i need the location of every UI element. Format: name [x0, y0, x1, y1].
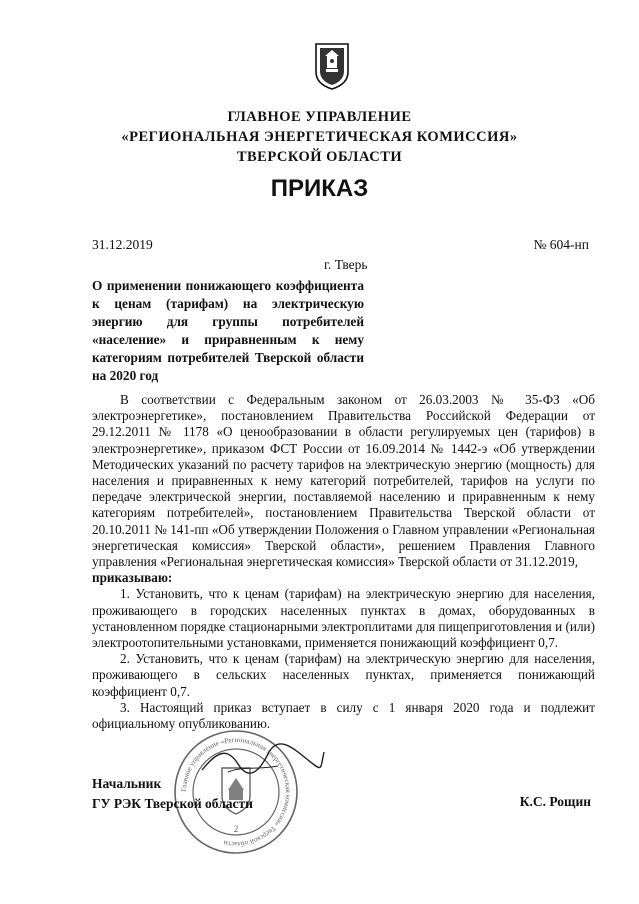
- document-date: 31.12.2019: [92, 237, 153, 252]
- preamble-paragraph: В соответствии с Федеральным законом от 26.03.2003 № 35-ФЗ «Об электроэнергетике», постановлением Правительства Российской Федерации от 29.12.2011 № 1178 «О ценообразовании в области регулируемых цен (тарифов) в электроэнергетике», приказом ФСТ России от 16.09.2014 № 1442-э «Об утверждении Методических указаний по расчету тарифов на электрическую энергию (мощность) для населения и приравненных к нему категорий потребителей, тарифов на услуги по передаче электрической энергии, поставляемой населению и приравненным к нему категориям потребителей», постановлением Правительства Тверской области от 20.10.2011 № 141-пп «Об утверждении Положения о Главном управлении «Региональная энергетическая комиссия» Тверской области», решением Правления Главного управления «Региональная энергетическая комиссия» Тверской области от 31.12.2019,: [92, 392, 595, 570]
- handwritten-signature: [198, 740, 328, 780]
- document-subject: О применении понижающего коэффициента к ценам (тарифам) на электрическую энергию для группы потребителей «население» и приравненным к нему категориям потребителей Тверской области на 2020 год: [92, 278, 364, 383]
- document-city: г. Тверь: [324, 257, 368, 272]
- org-name-line-2: «РЕГИОНАЛЬНАЯ ЭНЕРГЕТИЧЕСКАЯ КОМИССИЯ»: [121, 129, 518, 145]
- coat-of-arms-emblem: [314, 42, 350, 90]
- signatory-position: [92, 774, 253, 814]
- order-item-1: 1. Установить, что к ценам (тарифам) на электрическую энергию для населения, проживающего в городских населенных пунктах в домах, оборудованных в установленном порядке стационарными электроплитами для пищеприготовления и (или) электроотопительными установками, применяется понижающий коэффициент 0,7.: [92, 586, 595, 651]
- stamp-center-number: 2: [233, 824, 239, 834]
- order-word: приказываю:: [92, 570, 173, 586]
- document-title: ПРИКАЗ: [270, 175, 369, 202]
- order-item-2: 2. Установить, что к ценам (тарифам) на электрическую энергию для населения, проживающего в сельских населенных пунктах, применяется понижающий коэффициент 0,7.: [92, 651, 595, 699]
- signatory-name: К.С. Рощин: [519, 794, 591, 809]
- document-body: [92, 392, 595, 732]
- order-item-3: 3. Настоящий приказ вступает в силу с 1 января 2020 года и подлежит официальному опубликованию.: [92, 699, 595, 732]
- signatory-position-line-1: Начальник: [92, 776, 162, 791]
- stamp-ring-text: Главное управление «Региональная энергетическая комиссия» Тверской области: [179, 735, 293, 849]
- org-name-line-1: ГЛАВНОЕ УПРАВЛЕНИЕ: [227, 109, 412, 125]
- document-number: № 604-нп: [533, 237, 589, 252]
- org-name-line-3: ТВЕРСКОЙ ОБЛАСТИ: [236, 149, 403, 165]
- signatory-position-line-2: ГУ РЭК Тверской области: [92, 796, 253, 811]
